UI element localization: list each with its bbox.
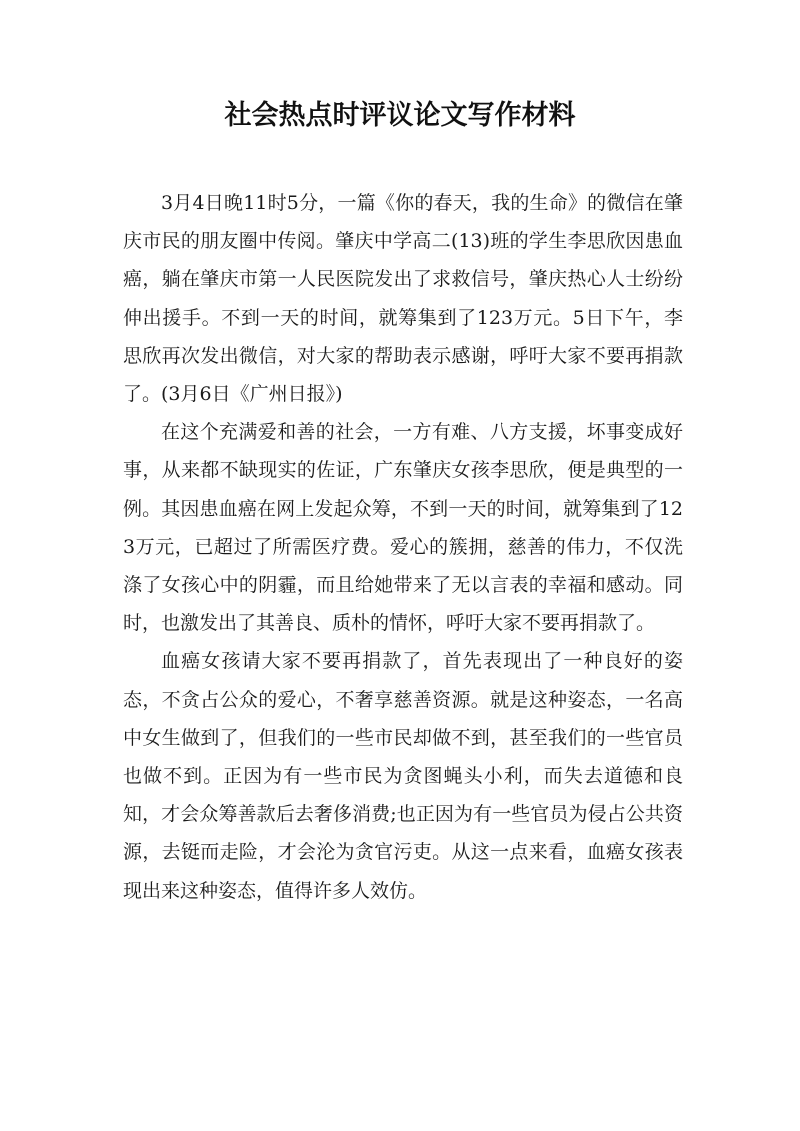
document-title: 社会热点时评议论文写作材料 xyxy=(224,100,576,131)
paragraph-2: 在这个充满爱和善的社会，一方有难、八方支援，坏事变成好事，从来都不缺现实的佐证，广东肇庆女孩李思欣，便是典型的一例。其因患血癌在网上发起众筹，不到一天的时间，就筹集到了123万元，已超过了所需医疗费。爱心的簇拥，慈善的伟力，不仅洗涤了女孩心中的阴霾，而且给她带来了无以言表的幸福和感动。同时，也激发出了其善良、质朴的情怀，呼吁大家不要再捐款了。 xyxy=(123,421,683,635)
paragraph-1: 3月4日晚11时5分，一篇《你的春天，我的生命》的微信在肇庆市民的朋友圈中传阅。肇庆中学高二(13)班的学生李思欣因患血癌，躺在肇庆市第一人民医院发出了求救信号，肇庆热心人士纷纷伸出援手。不到一天的时间，就筹集到了123万元。5日下午，李思欣再次发出微信，对大家的帮助表示感谢，呼吁大家不要再捐款了。(3月6日《广州日报》) xyxy=(123,192,683,406)
paragraph-3: 血癌女孩请大家不要再捐款了，首先表现出了一种良好的姿态，不贪占公众的爱心，不奢享慈善资源。就是这种姿态，一名高中女生做到了，但我们的一些市民却做不到，甚至我们的一些官员也做不到。正因为有一些市民为贪图蝇头小利，而失去道德和良知，才会众筹善款后去奢侈消费;也正因为有一些官员为侵占公共资源，去铤而走险，才会沦为贪官污吏。从这一点来看，血癌女孩表现出来这种姿态，值得许多人效仿。 xyxy=(123,650,683,902)
document-body xyxy=(123,184,683,910)
